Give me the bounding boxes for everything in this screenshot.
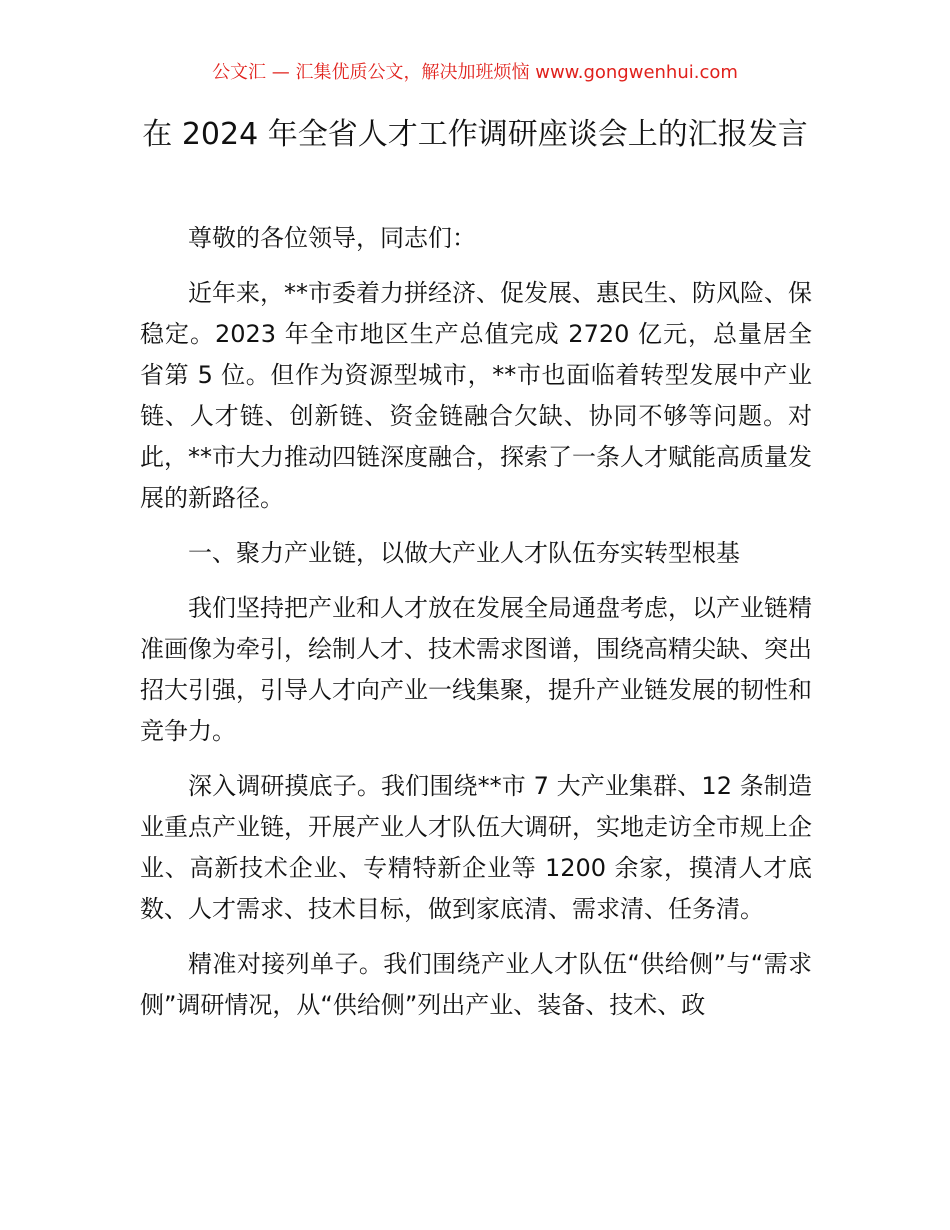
paragraph: 精准对接列单子。我们围绕产业人才队伍“供给侧”与“需求侧”调研情况，从“供给侧”列出产业、装备、技术、政	[140, 950, 812, 1019]
paragraph: 近年来，**市委着力拼经济、促发展、惠民生、防风险、保稳定。2023 年全市地区生产总值完成 2720 亿元，总量居全省第 5 位。但作为资源型城市，**市也面临着转型发展中产业链、人才链、创新链、资金链融合欠缺、协同不够等问题。对此，**市大力推动四链深度融合，探索了一条人才赋能高质量发展的新路径。	[140, 279, 812, 512]
section-heading: 一、聚力产业链，以做大产业人才队伍夯实转型根基	[188, 539, 740, 567]
watermark-banner: 公文汇 — 汇集优质公文，解决加班烦恼 www.gongwenhui.com	[212, 62, 738, 83]
paragraph: 深入调研摸底子。我们围绕**市 7 大产业集群、12 条制造业重点产业链，开展产业人才队伍大调研，实地走访全市规上企业、高新技术企业、专精特新企业等 1200 余家，摸清人才底数、人才需求、技术目标，做到家底清、需求清、任务清。	[140, 772, 812, 923]
salutation: 尊敬的各位领导，同志们：	[188, 224, 476, 252]
document-title: 在 2024 年全省人才工作调研座谈会上的汇报发言	[142, 117, 808, 152]
paragraph: 我们坚持把产业和人才放在发展全局通盘考虑，以产业链精准画像为牵引，绘制人才、技术需求图谱，围绕高精尖缺、突出招大引强，引导人才向产业一线集聚，提升产业链发展的韧性和竞争力。	[140, 594, 812, 745]
document-body	[140, 218, 812, 1040]
